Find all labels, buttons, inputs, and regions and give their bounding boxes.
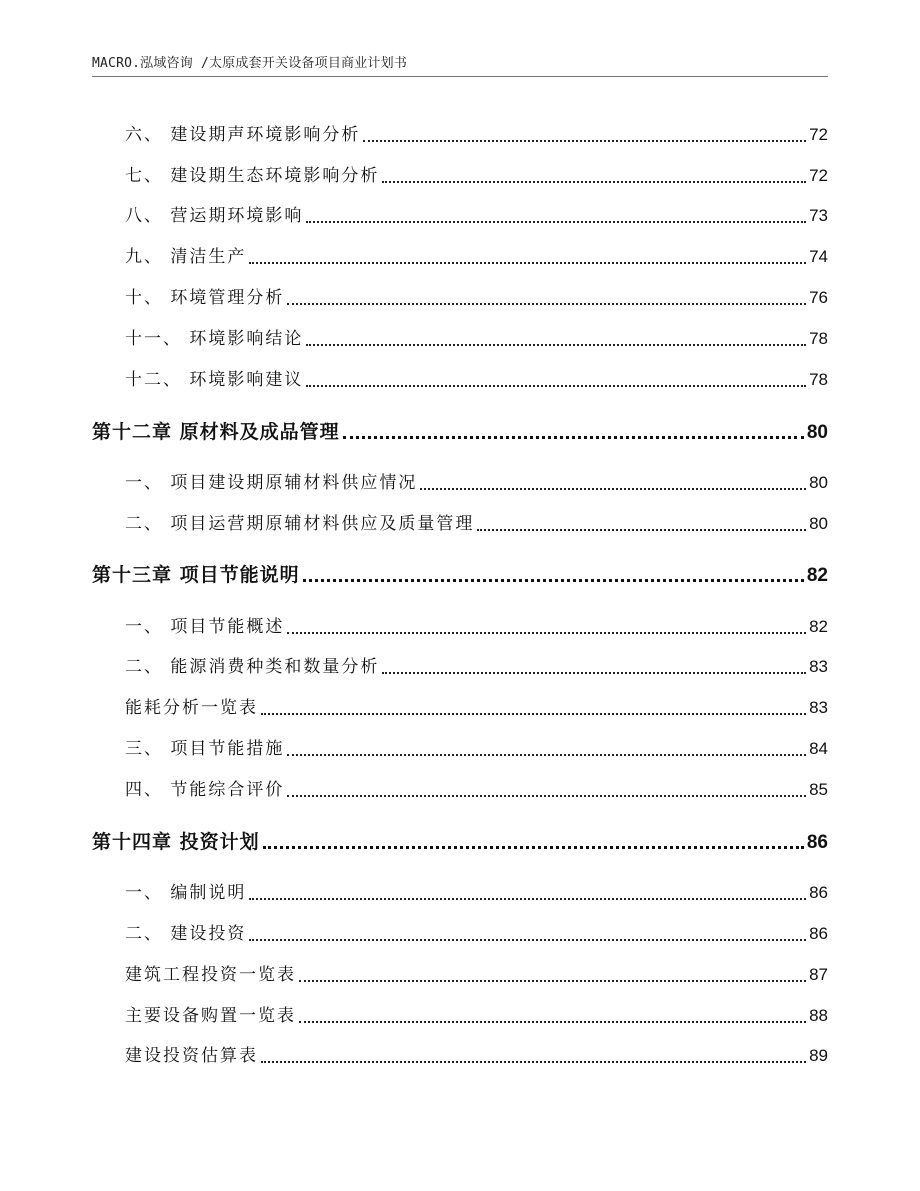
toc-leader-dots — [263, 846, 804, 849]
toc-entry[interactable] — [125, 368, 828, 392]
toc-leader-dots — [249, 898, 806, 900]
toc-page-number: 80 — [809, 473, 828, 492]
toc-entry-title: 二、 能源消费种类和数量分析 — [125, 657, 380, 677]
toc-page-number: 80 — [809, 514, 828, 533]
toc-entry-title: 主要设备购置一览表 — [125, 1006, 296, 1026]
toc-leader-dots — [261, 713, 806, 715]
toc-page-number: 72 — [809, 125, 828, 144]
toc-entry-title: 二、 建设投资 — [125, 924, 247, 944]
toc-entry[interactable] — [125, 1004, 828, 1028]
toc-page-number: 82 — [806, 565, 828, 586]
toc-entry[interactable] — [125, 471, 828, 495]
toc-entry[interactable] — [125, 615, 828, 639]
toc-page-number: 80 — [806, 422, 828, 443]
toc-entry-title: 建设投资估算表 — [125, 1046, 258, 1066]
toc-page-number: 72 — [809, 166, 828, 185]
toc-entry-title: 能耗分析一览表 — [125, 698, 258, 718]
toc-entry-title: 一、 项目建设期原辅材料供应情况 — [125, 473, 418, 493]
toc-chapter-entry[interactable] — [92, 829, 828, 855]
toc-page-number: 88 — [809, 1006, 828, 1025]
toc-entry-title: 九、 清洁生产 — [125, 247, 247, 267]
toc-leader-dots — [363, 140, 806, 142]
toc-entry[interactable] — [125, 655, 828, 679]
toc-page-number: 87 — [809, 965, 828, 984]
toc-leader-dots — [306, 385, 806, 387]
toc-leader-dots — [249, 939, 806, 941]
toc-entry-title: 十、 环境管理分析 — [125, 288, 285, 308]
toc-entry[interactable] — [125, 1044, 828, 1068]
toc-chapter-entry[interactable] — [92, 562, 828, 588]
toc-chapter-entry[interactable] — [92, 419, 828, 445]
toc-leader-dots — [477, 529, 806, 531]
toc-leader-dots — [306, 344, 806, 346]
toc-entry-title: 二、 项目运营期原辅材料供应及质量管理 — [125, 514, 475, 534]
toc-page-number: 82 — [809, 617, 828, 636]
toc-entry[interactable] — [125, 327, 828, 351]
toc-entry-title: 一、 项目节能概述 — [125, 617, 285, 637]
toc-entry-title: 十一、 环境影响结论 — [125, 329, 304, 349]
toc-leader-dots — [299, 1021, 806, 1023]
toc-entry[interactable] — [125, 512, 828, 536]
toc-entry[interactable] — [125, 963, 828, 987]
toc-entry[interactable] — [125, 922, 828, 946]
toc-entry[interactable] — [125, 778, 828, 802]
toc-entry[interactable] — [125, 245, 828, 269]
toc-leader-dots — [343, 436, 804, 439]
toc-leader-dots — [287, 303, 806, 305]
toc-leader-dots — [287, 754, 806, 756]
toc-chapter-title: 第十三章 项目节能说明 — [92, 564, 300, 586]
toc-leader-dots — [420, 488, 806, 490]
toc-entry[interactable] — [125, 164, 828, 188]
toc-leader-dots — [382, 181, 806, 183]
toc-entry-title: 建筑工程投资一览表 — [125, 965, 296, 985]
toc-entry[interactable] — [125, 204, 828, 228]
toc-page-number: 86 — [809, 883, 828, 902]
toc-leader-dots — [303, 579, 804, 582]
toc-chapter-title: 第十二章 原材料及成品管理 — [92, 421, 340, 443]
running-header: MACRO.泓域咨询 /太原成套开关设备项目商业计划书 — [92, 56, 408, 71]
toc-page-number: 83 — [809, 657, 828, 676]
toc-leader-dots — [299, 980, 806, 982]
toc-entry[interactable] — [125, 881, 828, 905]
toc-entry[interactable] — [125, 737, 828, 761]
toc-leader-dots — [249, 262, 806, 264]
toc-entry-title: 七、 建设期生态环境影响分析 — [125, 166, 380, 186]
toc-leader-dots — [261, 1061, 806, 1063]
toc-entry-title: 十二、 环境影响建议 — [125, 370, 304, 390]
toc-entry[interactable] — [125, 123, 828, 147]
toc-page-number: 86 — [809, 924, 828, 943]
toc-page-number: 73 — [809, 206, 828, 225]
toc-page-number: 86 — [806, 832, 828, 853]
toc-entry-title: 三、 项目节能措施 — [125, 739, 285, 759]
toc-page-number: 89 — [809, 1046, 828, 1065]
header-rule — [92, 76, 828, 77]
toc-entry-title: 四、 节能综合评价 — [125, 780, 285, 800]
toc-leader-dots — [287, 795, 806, 797]
toc-entry-title: 一、 编制说明 — [125, 883, 247, 903]
toc-page-number: 76 — [809, 288, 828, 307]
toc-leader-dots — [306, 221, 806, 223]
toc-leader-dots — [382, 672, 806, 674]
toc-page-number: 78 — [809, 370, 828, 389]
toc-page-number: 83 — [809, 698, 828, 717]
toc-page-number: 74 — [809, 247, 828, 266]
toc-entry-title: 八、 营运期环境影响 — [125, 206, 304, 226]
toc-page-number: 85 — [809, 780, 828, 799]
toc-leader-dots — [287, 632, 806, 634]
toc-entry-title: 六、 建设期声环境影响分析 — [125, 125, 361, 145]
toc-page-number: 78 — [809, 329, 828, 348]
toc-page-number: 84 — [809, 739, 828, 758]
toc-chapter-title: 第十四章 投资计划 — [92, 831, 260, 853]
toc-entry[interactable] — [125, 696, 828, 720]
toc-entry[interactable] — [125, 286, 828, 310]
